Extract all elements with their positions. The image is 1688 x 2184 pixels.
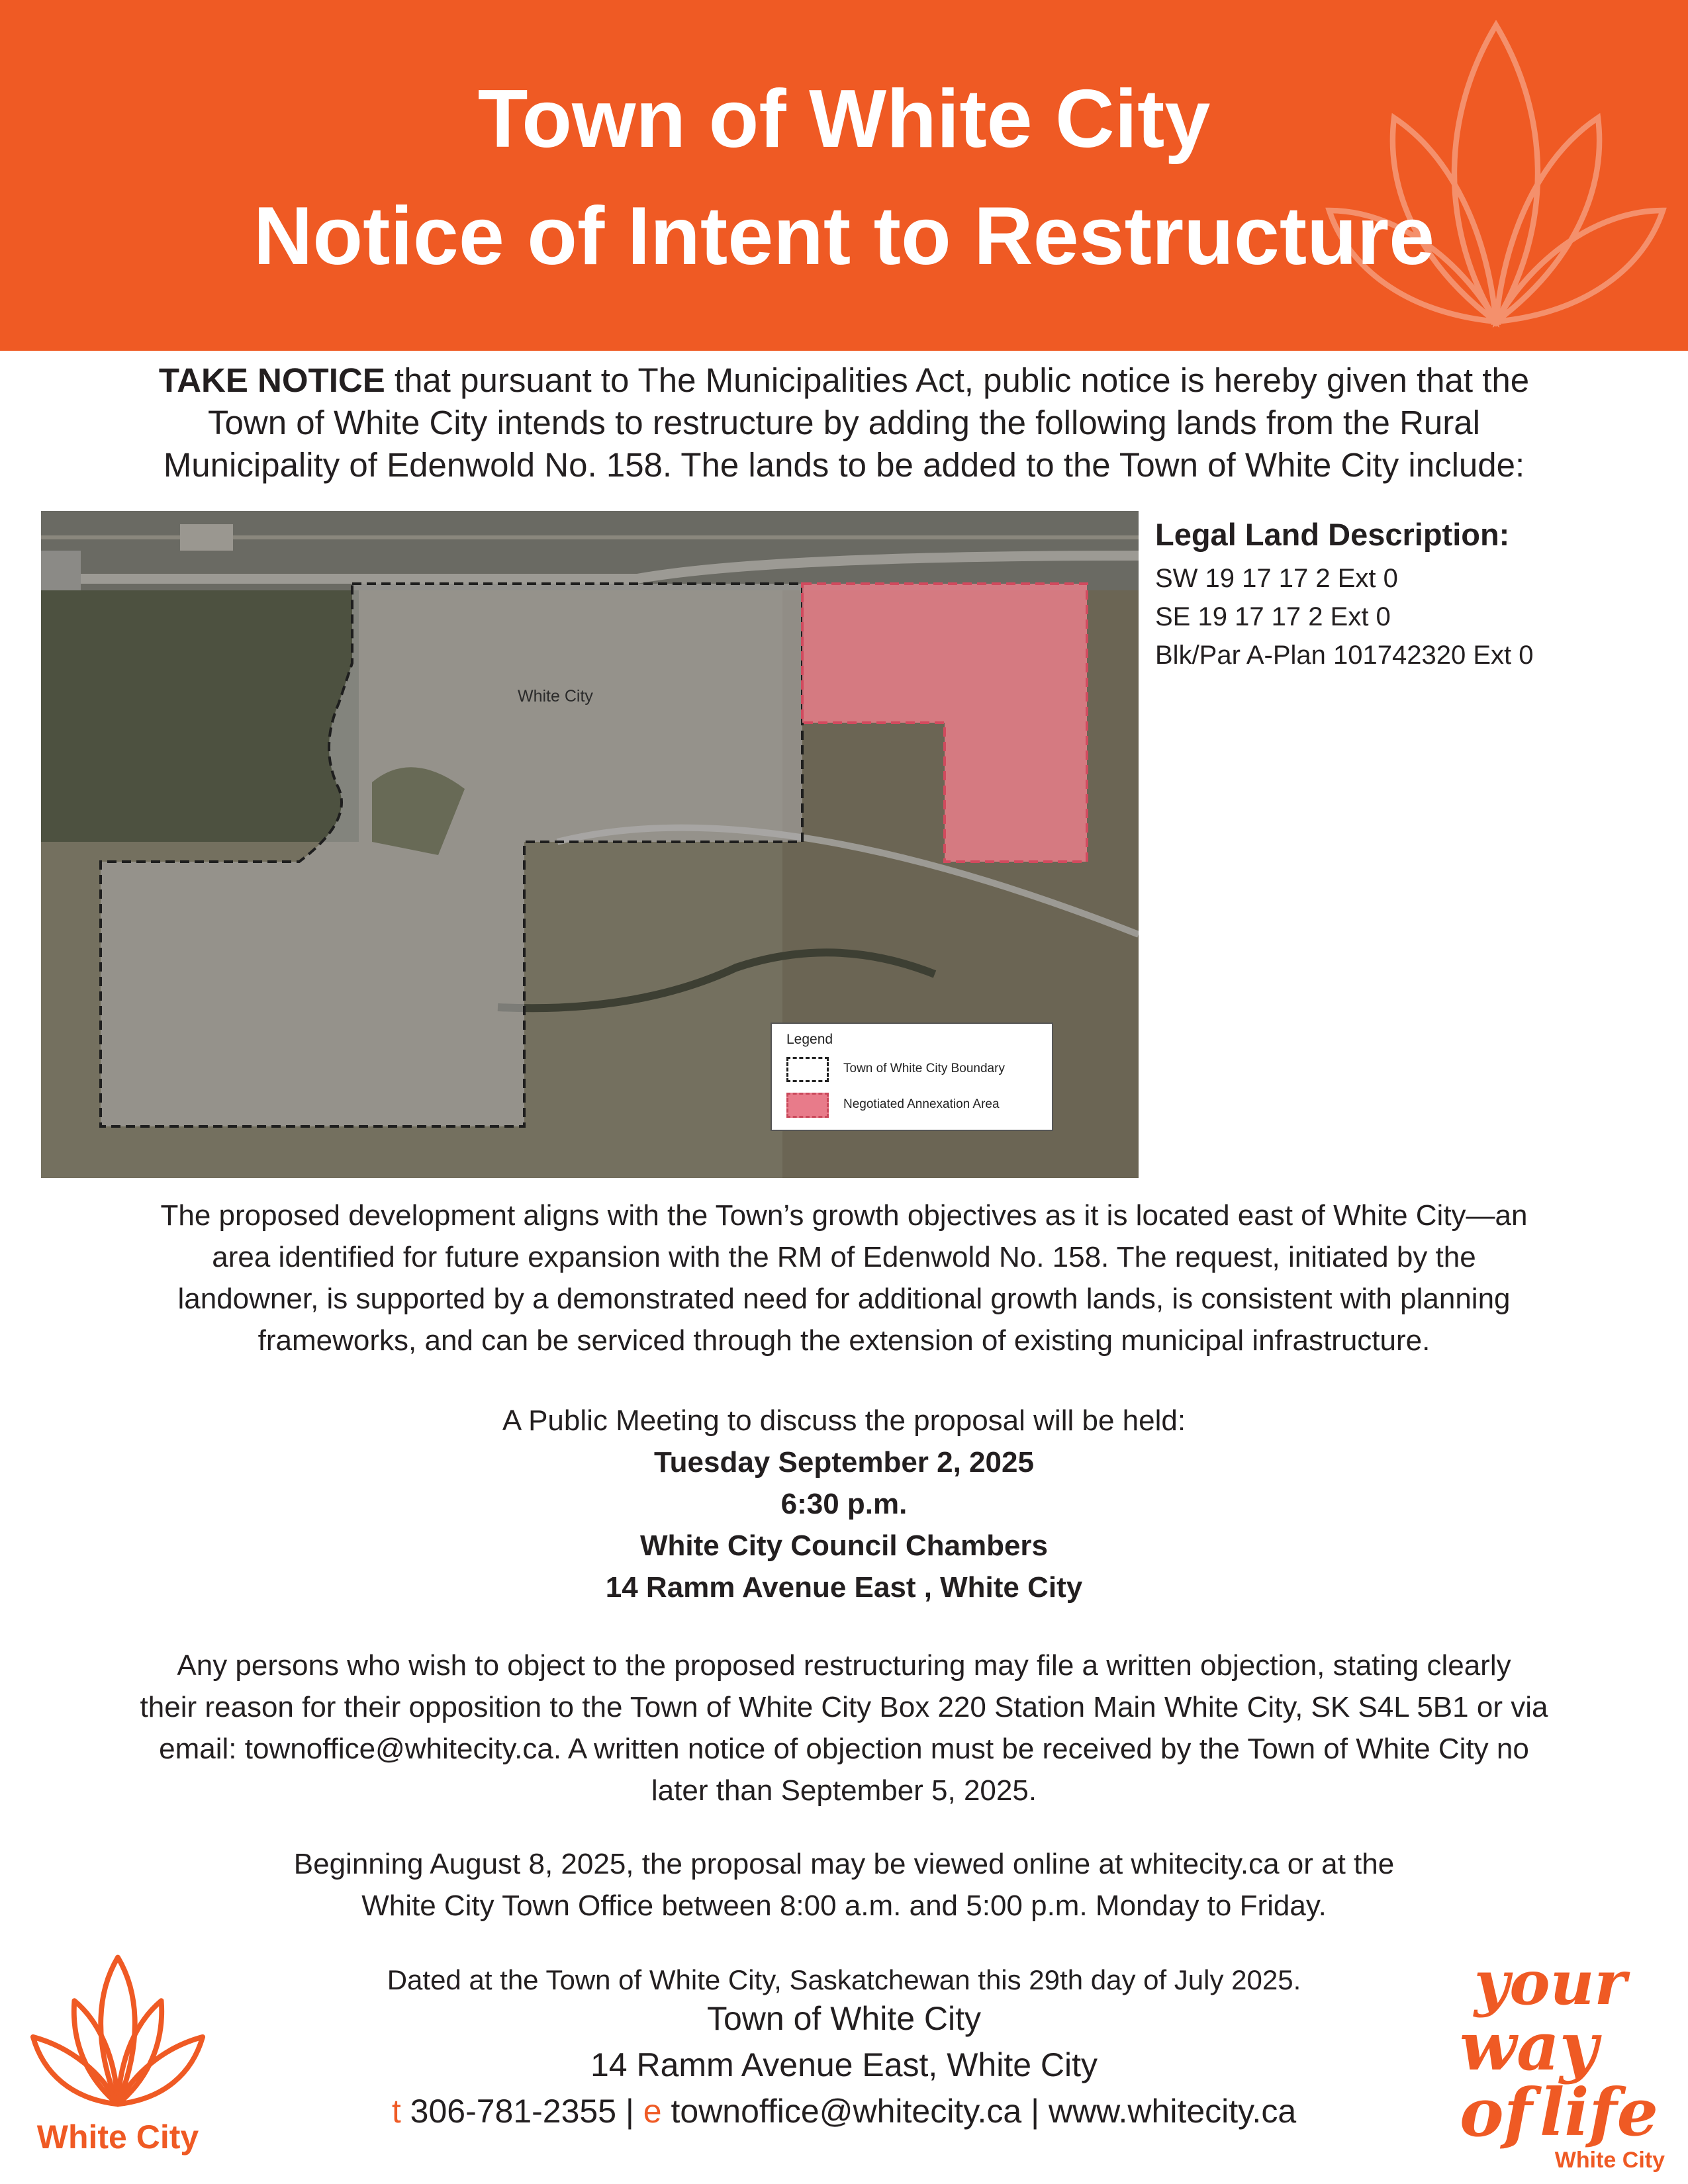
legal-line: SE 19 17 17 2 Ext 0 (1155, 602, 1391, 631)
paragraph-line: area identified for future expansion with the RM of Edenwold No. 158. The request, initiated by the (212, 1241, 1476, 1273)
legal-line: Blk/Par A-Plan 101742320 Ext 0 (1155, 641, 1534, 670)
tagline-life: life (1540, 2075, 1658, 2151)
lotus-watermark-icon (1311, 7, 1681, 351)
legal-line: SW 19 17 17 2 Ext 0 (1155, 564, 1398, 593)
development-paragraph (40, 1195, 1648, 1361)
paragraph-line: their reason for their opposition to the Town of White City Box 220 Station Main White City, SK S4L 5B1 or via (140, 1691, 1548, 1723)
paragraph-line: Beginning August 8, 2025, the proposal may be viewed online at whitecity.ca or at the (293, 1848, 1395, 1880)
meeting-intro: A Public Meeting to discuss the proposal will be held: (502, 1404, 1186, 1437)
paragraph-line: Any persons who wish to object to the proposed restructuring may file a written objection, stating clearly (177, 1649, 1511, 1682)
intro-line-2: Town of White City intends to restructure by adding the following lands from the Rural (208, 404, 1480, 441)
legend-annexation-swatch (786, 1093, 829, 1118)
page-title: Town of White City (477, 73, 1211, 165)
paragraph-line: The proposed development aligns with the Town’s growth objectives as it is located east of White City—an (160, 1199, 1528, 1232)
meeting-address: 14 Ramm Avenue East , White City (605, 1571, 1083, 1604)
dated-line: Dated at the Town of White City, Saskatchewan this 29th day of July 2025. (387, 1964, 1301, 1995)
legal-heading: Legal Land Description: (1155, 517, 1510, 552)
paragraph-line: later than September 5, 2025. (651, 1774, 1037, 1807)
phone-number: 306-781-2355 | (400, 2093, 643, 2130)
viewing-paragraph (40, 1843, 1648, 1927)
signature-name: Town of White City (706, 2000, 981, 2037)
logo-wordmark: White City (36, 2118, 199, 2156)
meeting-date: Tuesday September 2, 2025 (654, 1446, 1034, 1479)
header-banner (0, 0, 1688, 351)
public-meeting-details (40, 1400, 1648, 1608)
intro-line-3: Municipality of Edenwold No. 158. The lands to be added to the Town of White City include: (163, 446, 1525, 484)
paragraph-line: frameworks, and can be serviced through the extension of existing municipal infrastructure. (258, 1324, 1430, 1357)
your-way-of-life-logo (1460, 1947, 1678, 2174)
paragraph-line: landowner, is supported by a demonstrated need for additional growth lands, is consistent with planning (177, 1283, 1511, 1315)
intro-line-1: that pursuant to The Municipalities Act, public notice is hereby given that the (385, 361, 1530, 399)
legend-title: Legend (786, 1032, 833, 1047)
white-city-logo (12, 1949, 224, 2167)
signature-address: 14 Ramm Avenue East, White City (590, 2046, 1098, 2083)
paragraph-line: email: townoffice@whitecity.ca. A written notice of objection must be received by the Town of White City no (159, 1733, 1529, 1765)
signature-block (225, 1995, 1463, 2134)
paragraph-line: White City Town Office between 8:00 a.m. and 5:00 p.m. Monday to Friday. (361, 1889, 1327, 1922)
meeting-time: 6:30 p.m. (780, 1488, 908, 1520)
take-notice-lead: TAKE NOTICE (158, 361, 385, 399)
phone-prefix: t (391, 2093, 401, 2130)
meeting-place: White City Council Chambers (639, 1529, 1049, 1562)
map-town-label: White City (518, 687, 593, 705)
tagline-your: your (1474, 1947, 1626, 2019)
lotus-logo-icon (12, 1949, 224, 2115)
page-subtitle: Notice of Intent to Restructure (253, 191, 1435, 282)
tagline-way-of: way of (1460, 2007, 1598, 2152)
legend-boundary-swatch (786, 1057, 829, 1082)
objection-paragraph (40, 1645, 1648, 1811)
email-prefix: e (643, 2093, 662, 2130)
map-legend (771, 1023, 1053, 1131)
tagline-wordmark: White City (1554, 2148, 1665, 2173)
contact-line (225, 2088, 1463, 2134)
email-web: townoffice@whitecity.ca | www.whitecity.ca (661, 2093, 1297, 2130)
legend-boundary-label: Town of White City Boundary (843, 1062, 1005, 1075)
intro-notice (40, 359, 1648, 486)
legend-annexation-label: Negotiated Annexation Area (843, 1097, 1000, 1111)
legal-land-description (1155, 514, 1658, 674)
